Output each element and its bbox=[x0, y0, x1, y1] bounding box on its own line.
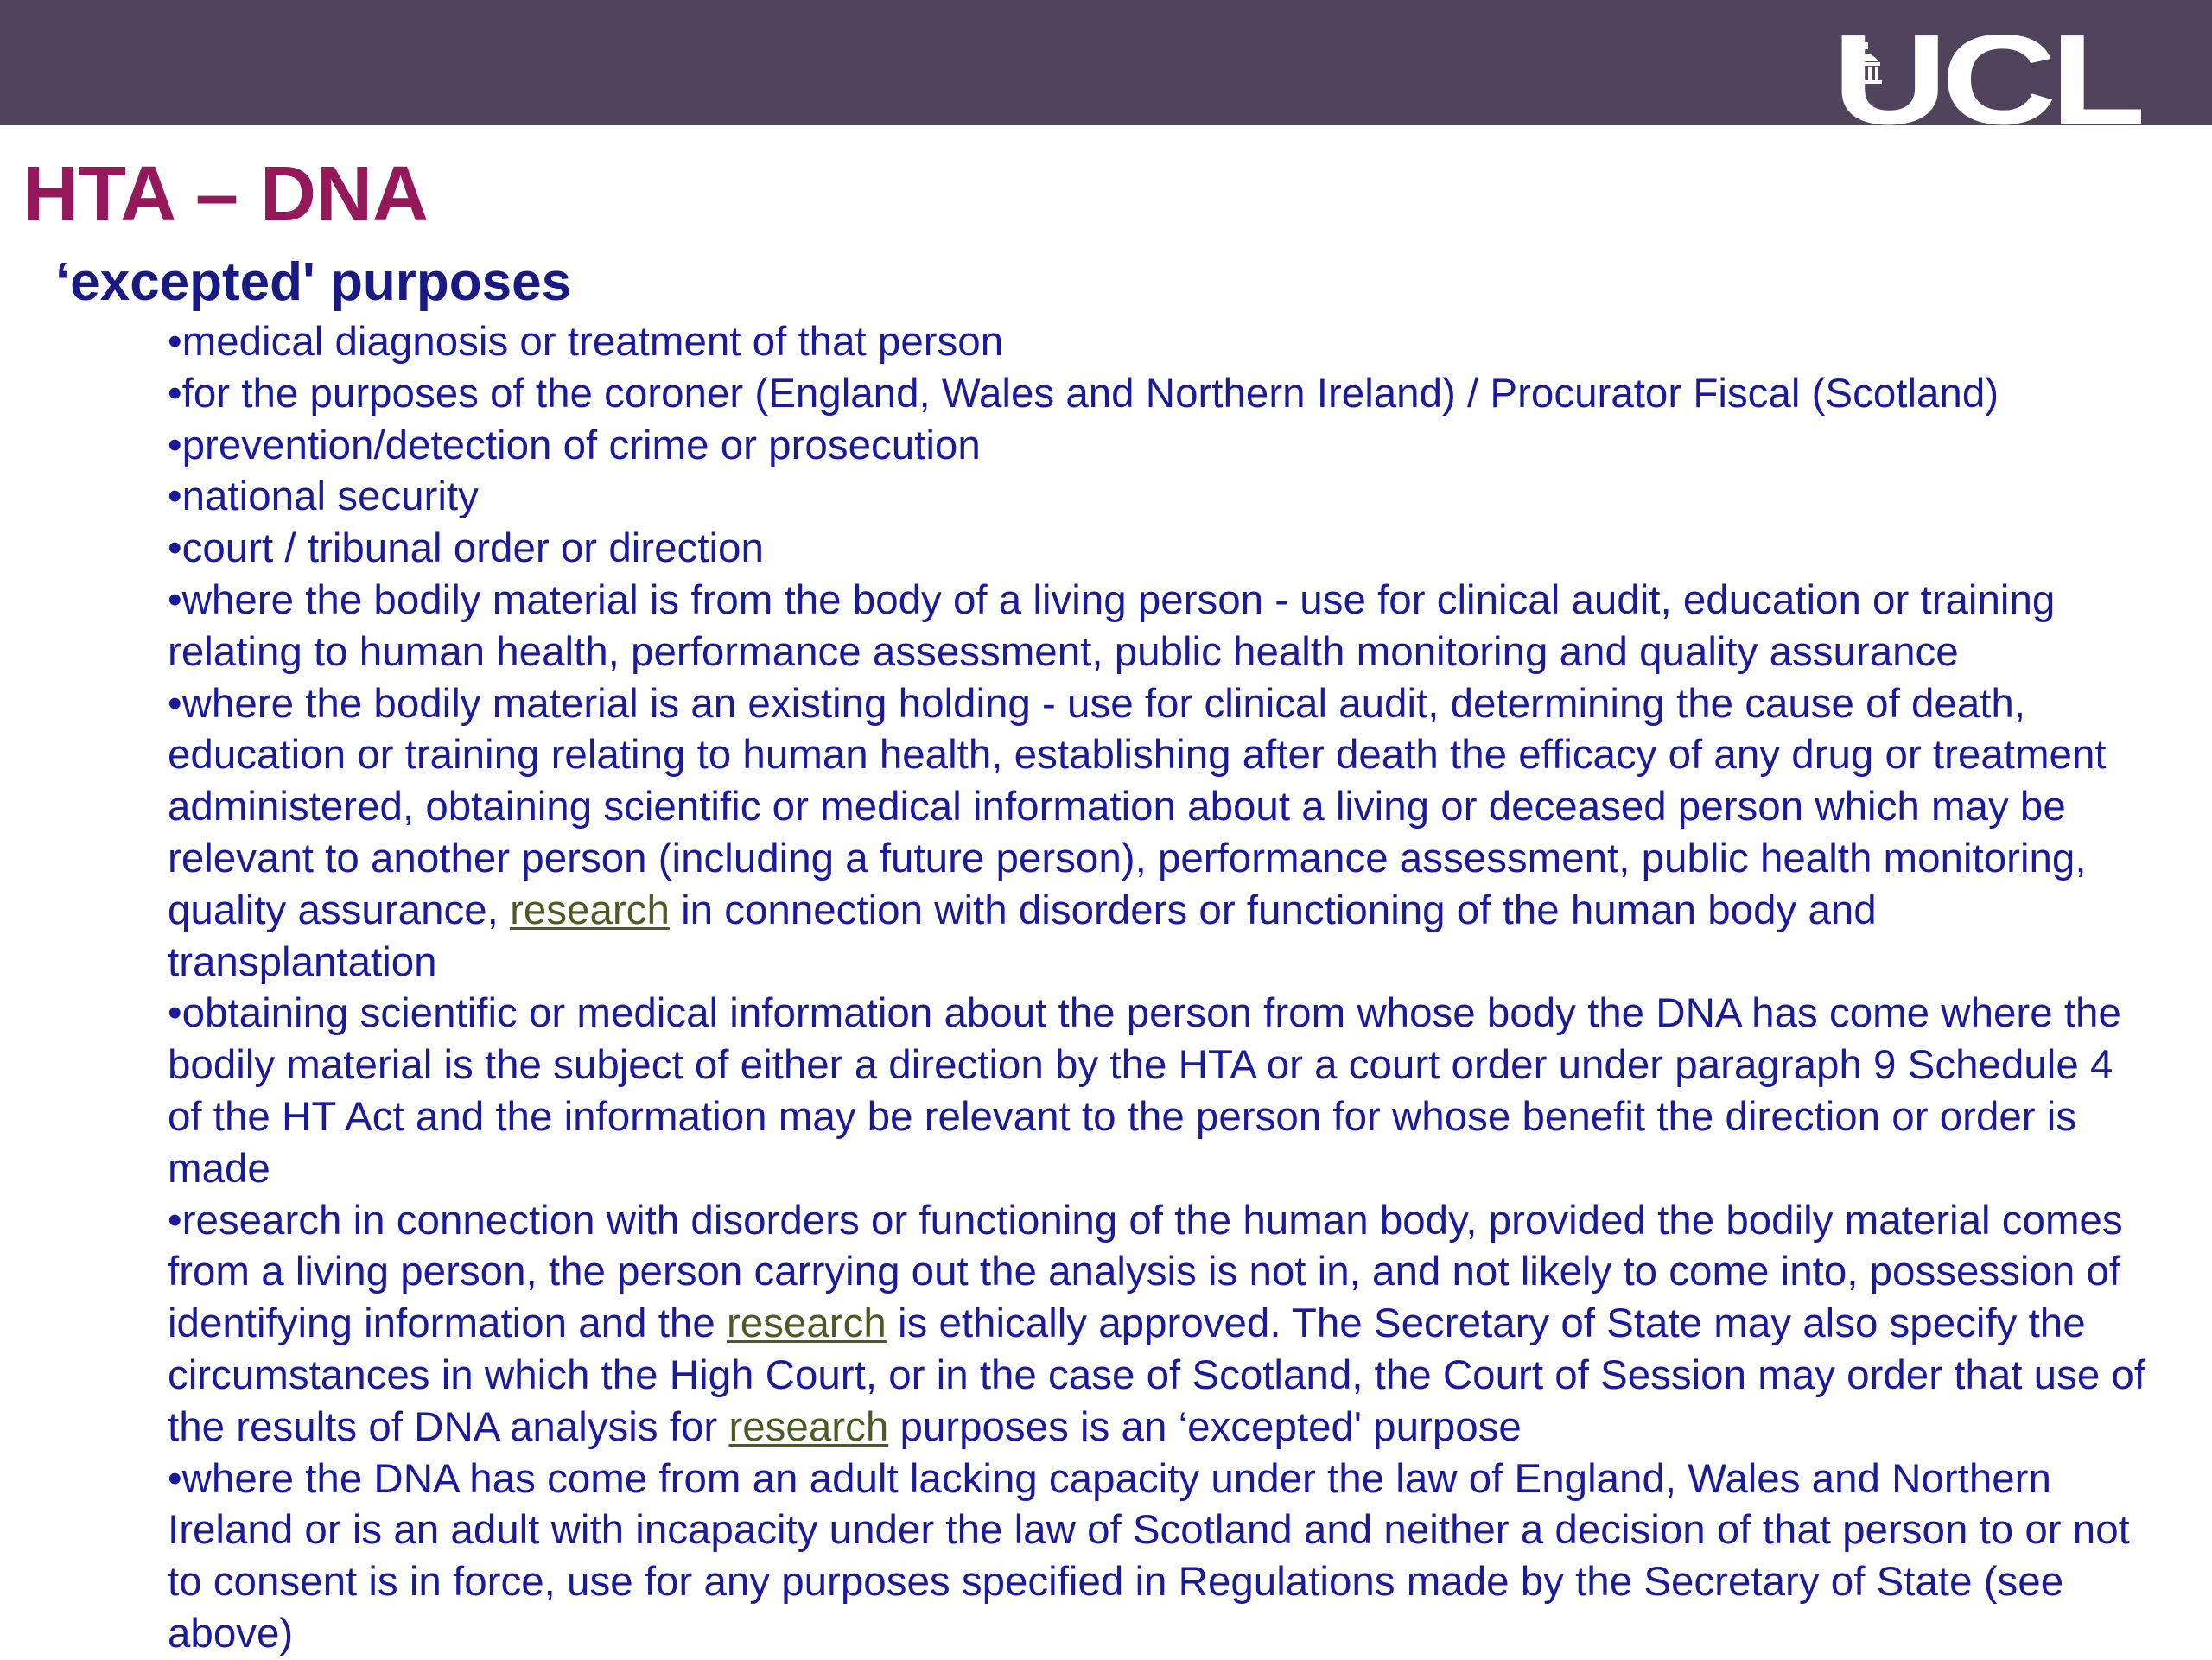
header-bar bbox=[0, 0, 2212, 125]
bullet-item: •obtaining scientific or medical information about the person from whose body the DNA has come where the bodily material is the subject of either a direction by the HTA or a court order under paragraph 9 Schedule 4 of the HT Act and the information may be relevant to the person for whose benefit the direction or order is made bbox=[168, 990, 2121, 1192]
bullet-text: is ethically approved. The Secretary of State may also specify the circumstances in which the High Court, or in the case of Scotland, the Court of Session may order that use of the results of DNA analysis for bbox=[168, 1301, 2146, 1450]
research-link[interactable]: research bbox=[726, 1301, 887, 1347]
bullet-item: •where the DNA has come from an adult lacking capacity under the law of England, Wales and Northern Ireland or is an adult with incapacity under the law of Scotland and neither a decision of that person to or not to consent is in force, use for any purposes specified in Regulations made by the Secretary of State (see above) bbox=[168, 1455, 2130, 1657]
research-link[interactable]: research bbox=[728, 1403, 889, 1450]
bullet-item: •court / tribunal order or direction bbox=[168, 525, 764, 572]
bullet-text: •research in connection with disorders or functioning of the human body, provided the bodily material comes from a living person, the person carrying out the analysis is not in, and not likely to come into, possession of identifying information and the bbox=[168, 1197, 2123, 1347]
bullet-text: •where the bodily material is an existing holding - use for clinical audit, determining the cause of death, education or training relating to human health, establishing after death the efficacy of any drug or treatment administered, obtaining scientific or medical information about a living or deceased person which may be relevant to another person (including a future person), performance assessment, public health monitoring, quality assurance, bbox=[168, 680, 2107, 933]
logo-text: UCL bbox=[1832, 35, 2141, 125]
bullet-item bbox=[168, 1195, 2155, 1453]
slide-subtitle: ‘excepted' purposes bbox=[55, 252, 572, 312]
bullet-text: in connection with disorders or functioning of the human body and transplantation bbox=[168, 887, 1877, 985]
ucl-logo bbox=[1832, 35, 2141, 125]
slide-title: HTA – DNA bbox=[22, 151, 429, 238]
bullet-item: •prevention/detection of crime or prosecution bbox=[168, 422, 981, 468]
bullet-item: •national security bbox=[168, 474, 479, 520]
bullet-item bbox=[168, 678, 2155, 989]
bullet-item: •where the bodily material is from the body of a living person - use for clinical audit, education or training relating to human health, performance assessment, public health monitoring and quality assurance bbox=[168, 576, 2056, 675]
bullet-list bbox=[168, 316, 2155, 1660]
bullet-text: purposes is an ‘excepted' purpose bbox=[888, 1403, 1522, 1450]
bullet-item: •medical diagnosis or treatment of that person bbox=[168, 319, 1004, 365]
bullet-item: •for the purposes of the coroner (England, Wales and Northern Ireland) / Procurator Fiscal (Scotland) bbox=[168, 370, 1999, 417]
research-link[interactable]: research bbox=[510, 887, 670, 933]
